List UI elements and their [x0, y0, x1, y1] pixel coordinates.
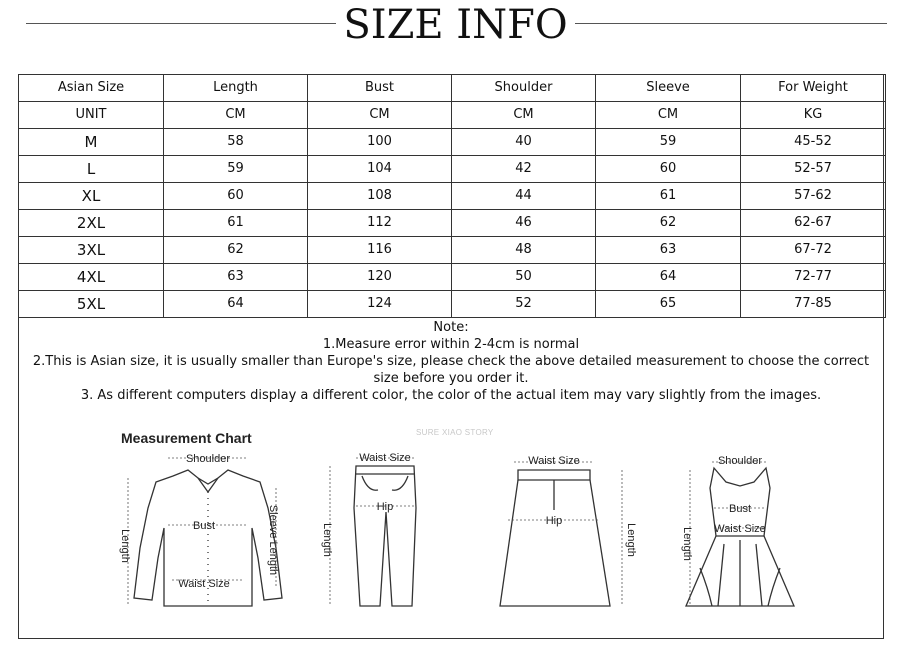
table-cell: 61: [596, 183, 741, 210]
table-cell: 64: [596, 264, 741, 291]
note-heading: Note:: [433, 320, 469, 335]
table-cell: XL: [19, 183, 164, 210]
table-cell: 100: [308, 129, 452, 156]
table-cell: 52-57: [741, 156, 886, 183]
table-cell: 52: [452, 291, 596, 318]
table-cell: 116: [308, 237, 452, 264]
table-row: [19, 129, 886, 156]
table-cell: Length: [164, 75, 308, 102]
note-line-1: 1.Measure error within 2-4cm is normal: [322, 337, 580, 352]
table-cell: KG: [741, 102, 886, 129]
table-cell: 3XL: [19, 237, 164, 264]
table-cell: 48: [452, 237, 596, 264]
table-cell: CM: [308, 102, 452, 129]
table-cell: Sleeve: [596, 75, 741, 102]
table-cell: Bust: [308, 75, 452, 102]
note-line-2: 2.This is Asian size, it is usually smaller than Europe's size, please check the above detailed measurement to choose the correct size before you order it.: [32, 354, 870, 386]
table-cell: 112: [308, 210, 452, 237]
table-row: [19, 210, 886, 237]
watermark: SURE XIAO STORY: [416, 428, 494, 437]
title-header: [0, 0, 912, 52]
table-cell: 59: [596, 129, 741, 156]
table-cell: 59: [164, 156, 308, 183]
shirt-bust-label: Bust: [192, 520, 216, 532]
table-cell: 67-72: [741, 237, 886, 264]
dress-bust-label: Bust: [728, 503, 752, 515]
table-cell: 42: [452, 156, 596, 183]
table-cell: For Weight: [741, 75, 886, 102]
pants-diagram: [318, 448, 428, 618]
table-unit-row: [19, 102, 886, 129]
table-cell: Asian Size: [19, 75, 164, 102]
table-cell: 77-85: [741, 291, 886, 318]
shirt-length-label: Length: [119, 529, 131, 563]
table-cell: 57-62: [741, 183, 886, 210]
skirt-length-label: Length: [625, 523, 637, 557]
measurement-chart-title: Measurement Chart: [121, 430, 252, 446]
table-cell: 62: [164, 237, 308, 264]
table-cell: CM: [164, 102, 308, 129]
table-header-row: [19, 75, 886, 102]
table-cell: 63: [164, 264, 308, 291]
pants-length-label: Length: [321, 523, 333, 557]
dress-shoulder-label: Shoulder: [717, 455, 763, 467]
table-cell: CM: [596, 102, 741, 129]
table-cell: 40: [452, 129, 596, 156]
table-cell: 124: [308, 291, 452, 318]
skirt-waist-label: Waist Size: [528, 455, 580, 467]
table-cell: 62-67: [741, 210, 886, 237]
table-cell: L: [19, 156, 164, 183]
note-line-3: 3. As different computers display a different color, the color of the actual item may vary slightly from the images.: [80, 388, 822, 403]
size-table: [18, 74, 886, 318]
table-cell: CM: [452, 102, 596, 129]
table-cell: 4XL: [19, 264, 164, 291]
dress-length-label: Length: [681, 527, 693, 561]
table-cell: 60: [596, 156, 741, 183]
table-row: [19, 156, 886, 183]
table-row: [19, 291, 886, 318]
table-cell: 64: [164, 291, 308, 318]
table-cell: M: [19, 129, 164, 156]
title-divider-left: [26, 23, 336, 24]
table-cell: 108: [308, 183, 452, 210]
shirt-sleeve-label: Sleeve Length: [267, 504, 279, 576]
shirt-diagram: [118, 448, 298, 618]
title-divider-right: [575, 23, 887, 24]
table-cell: 58: [164, 129, 308, 156]
table-cell: 65: [596, 291, 741, 318]
pants-waist-label: Waist Size: [359, 452, 411, 464]
skirt-diagram: [498, 448, 648, 618]
table-cell: 5XL: [19, 291, 164, 318]
table-cell: 63: [596, 237, 741, 264]
pants-hip-label: Hip: [376, 501, 394, 513]
shirt-waist-label: Waist Size: [178, 578, 230, 590]
table-cell: 61: [164, 210, 308, 237]
table-cell: 72-77: [741, 264, 886, 291]
table-row: [19, 264, 886, 291]
skirt-hip-label: Hip: [545, 515, 563, 527]
table-row: [19, 183, 886, 210]
table-cell: 46: [452, 210, 596, 237]
table-cell: 2XL: [19, 210, 164, 237]
table-cell: 45-52: [741, 129, 886, 156]
dress-waist-label: Waist Size: [714, 523, 766, 535]
table-cell: 62: [596, 210, 741, 237]
shirt-shoulder-label: Shoulder: [185, 453, 231, 465]
table-cell: Shoulder: [452, 75, 596, 102]
table-cell: UNIT: [19, 102, 164, 129]
page-title: SIZE INFO: [343, 2, 568, 48]
note-section: [19, 319, 883, 404]
table-row: [19, 237, 886, 264]
table-cell: 44: [452, 183, 596, 210]
table-cell: 104: [308, 156, 452, 183]
dress-diagram: [678, 448, 818, 618]
table-cell: 50: [452, 264, 596, 291]
table-cell: 120: [308, 264, 452, 291]
table-cell: 60: [164, 183, 308, 210]
